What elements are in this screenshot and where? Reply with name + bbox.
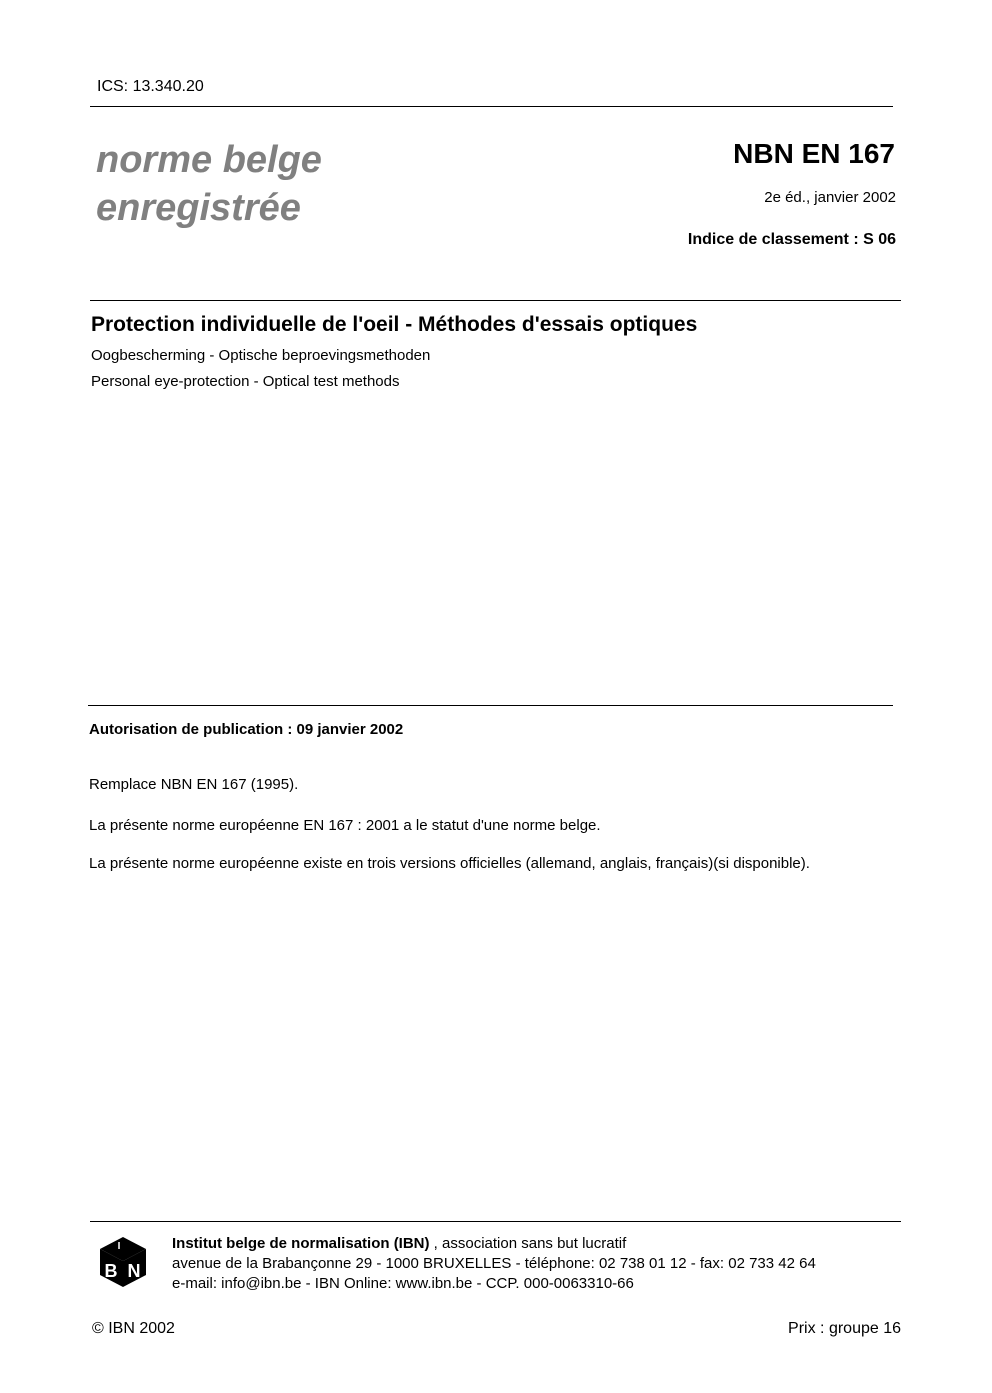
top-divider: [90, 106, 893, 107]
brand-heading: [96, 136, 322, 232]
ics-code: ICS: 13.340.20: [97, 78, 204, 95]
title-french: Protection individuelle de l'oeil - Méthodes d'essais optiques: [91, 313, 698, 336]
ibn-cube-logo-icon: [98, 1235, 148, 1289]
edition-date: 2e éd., janvier 2002: [764, 189, 896, 206]
replaces-paragraph: Remplace NBN EN 167 (1995).: [89, 776, 299, 793]
footer-contact: e-mail: info@ibn.be - IBN Online: www.ibn.be - CCP. 000-0063310-66: [172, 1275, 634, 1292]
brand-line-2: enregistrée: [96, 187, 301, 229]
organisation-name: Institut belge de normalisation (IBN): [172, 1235, 430, 1252]
svg-text:I: I: [117, 1241, 121, 1252]
classification-index: Indice de classement : S 06: [687, 231, 896, 248]
status-paragraph: La présente norme européenne EN 167 : 2001 a le statut d'une norme belge.: [89, 817, 601, 834]
price-group: Prix : groupe 16: [788, 1320, 901, 1337]
svg-text:B: B: [104, 1261, 118, 1281]
footer-divider: [90, 1221, 901, 1222]
organisation-suffix: , association sans but lucratif: [429, 1235, 627, 1252]
standard-number: NBN EN 167: [733, 138, 895, 169]
authorisation-divider: [88, 705, 893, 706]
brand-line-1: norme belge: [96, 139, 322, 181]
footer-address: avenue de la Brabançonne 29 - 1000 BRUXELLES - téléphone: 02 738 01 12 - fax: 02 733 42 64: [172, 1255, 816, 1272]
title-divider: [90, 300, 901, 301]
footer-organisation-line: [172, 1234, 816, 1254]
copyright-notice: © IBN 2002: [92, 1320, 175, 1337]
footer-address-block: [172, 1234, 816, 1294]
publication-authorisation: Autorisation de publication : 09 janvier 2002: [89, 721, 404, 738]
title-dutch: Oogbescherming - Optische beproevingsmethoden: [91, 347, 431, 364]
svg-text:N: N: [127, 1261, 141, 1281]
title-english: Personal eye-protection - Optical test methods: [91, 373, 400, 390]
versions-paragraph: La présente norme européenne existe en trois versions officielles (allemand, anglais, français)(si disponible).: [89, 855, 810, 872]
